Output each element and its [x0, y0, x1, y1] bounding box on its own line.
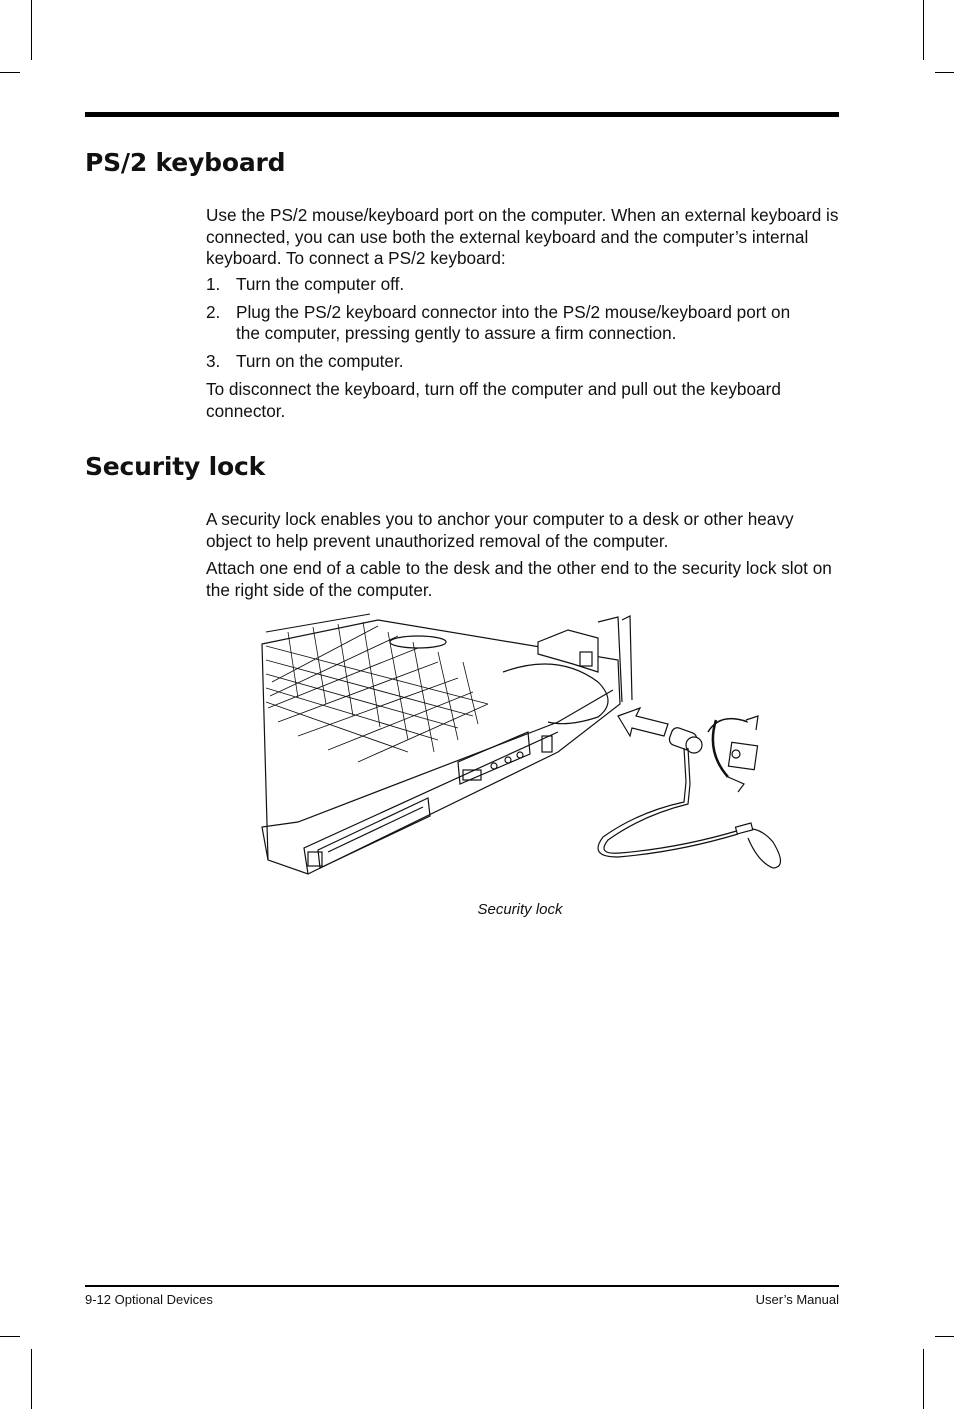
- ps2-steps: [206, 274, 846, 372]
- ps2-intro: [206, 205, 846, 270]
- step-text: Plug the PS/2 keyboard connector into the PS/2 mouse/keyboard port on the computer, pressing gently to assure a firm connection.: [236, 301, 791, 343]
- ps2-outro: [206, 379, 806, 422]
- security-para-2: [206, 558, 836, 601]
- section-heading-ps2: PS/2 keyboard: [85, 148, 286, 177]
- section-heading-security: Security lock: [85, 452, 266, 481]
- ps2-outro-text: To disconnect the keyboard, turn off the computer and pull out the keyboard connector.: [206, 379, 781, 421]
- step-number: 2.: [206, 301, 221, 322]
- figure-caption: Security lock: [477, 901, 563, 918]
- crop-mark: [0, 72, 20, 73]
- step-number: 3.: [206, 350, 221, 371]
- list-item: [206, 302, 846, 345]
- crop-mark: [923, 1349, 924, 1409]
- security-para-1: [206, 509, 836, 552]
- security-para-1-text: A security lock enables you to anchor your computer to a desk or other heavy object to help prevent unauthorized removal of the computer.: [206, 509, 794, 551]
- security-lock-illustration: [258, 612, 798, 892]
- list-item: [206, 274, 846, 296]
- ps2-intro-text: Use the PS/2 mouse/keyboard port on the computer. When an external keyboard is connected, you can use both the external keyboard and the computer’s internal keyboard. To connect a PS/2 keyboard:: [206, 205, 839, 268]
- crop-mark: [31, 1349, 32, 1409]
- step-number: 1.: [206, 274, 221, 294]
- crop-mark: [0, 1336, 20, 1337]
- step-text: Turn on the computer.: [236, 350, 404, 371]
- footer-left: 9-12 Optional Devices: [85, 1292, 213, 1307]
- crop-mark: [935, 1336, 954, 1337]
- crop-mark: [31, 0, 32, 60]
- footer-right: User’s Manual: [755, 1292, 839, 1307]
- security-para-2-text: Attach one end of a cable to the desk and the other end to the security lock slot on the right side of the computer.: [206, 558, 832, 600]
- list-item: [206, 351, 846, 373]
- crop-mark: [923, 0, 924, 60]
- footer-rule: [85, 1285, 839, 1287]
- crop-mark: [935, 72, 954, 73]
- header-rule: [85, 112, 839, 117]
- step-text: Turn the computer off.: [236, 274, 405, 294]
